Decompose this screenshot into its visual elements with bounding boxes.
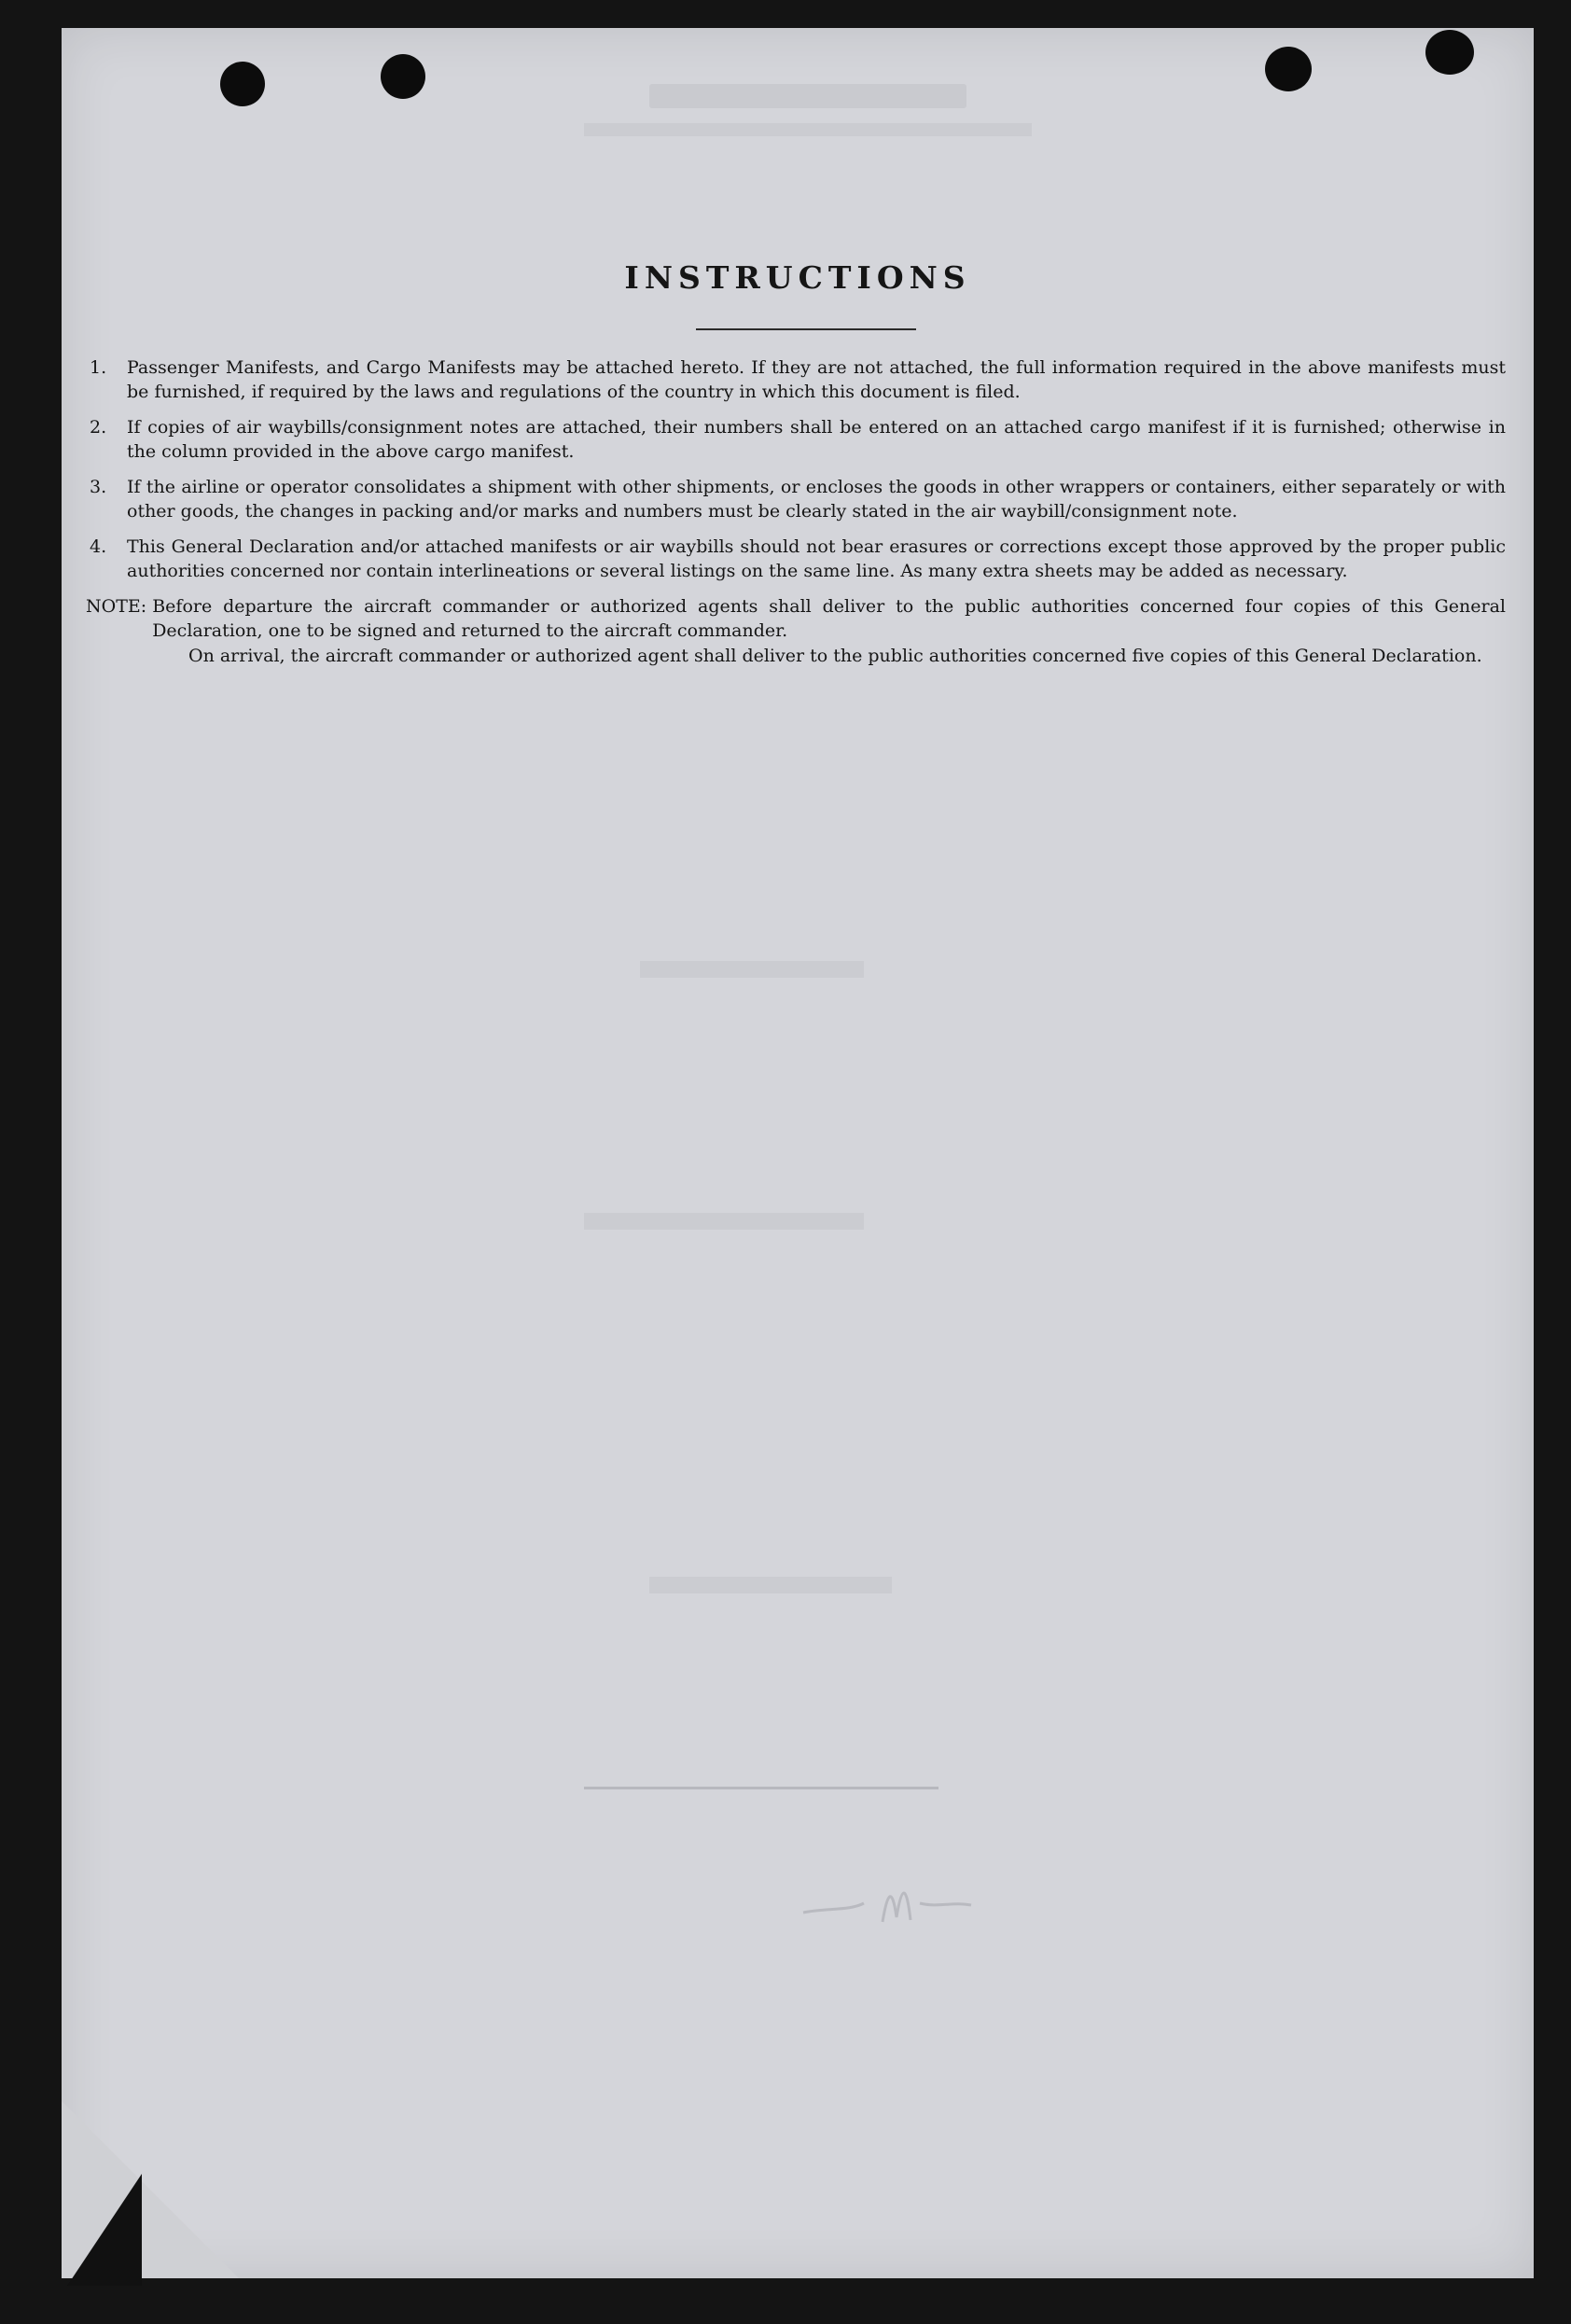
- punch-hole-far-right: [1425, 30, 1474, 75]
- instructions-body: [86, 356, 1506, 669]
- note-arrival-text: On arrival, the aircraft commander or authorized agent shall deliver to the public authorities concerned five copies of this General Declaration.: [188, 646, 1482, 666]
- page-title: INSTRUCTIONS: [624, 259, 971, 296]
- bleed-through-block: [584, 123, 1032, 136]
- bleed-through-signature: [799, 1866, 976, 1931]
- bleed-through-block: [649, 1577, 892, 1593]
- instruction-item: [86, 356, 1506, 404]
- instruction-text: If the airline or operator consolidates a shipment with other shipments, or encloses the goods in other wrappers or containers, either separately or with other goods, the changes in packing and/or marks and numbers must be clearly stated in the air waybill/consignment note.: [127, 477, 1506, 522]
- instruction-number: 2.: [90, 417, 107, 438]
- instruction-item: [86, 416, 1506, 464]
- note-block: [86, 595, 1506, 643]
- instruction-text: If copies of air waybills/consignment notes are attached, their numbers shall be entered on an attached cargo manifest if it is furnished; otherwise in the column provided in the above cargo manifest.: [127, 417, 1506, 462]
- bleed-through-block: [584, 1213, 864, 1230]
- bleed-through-block: [640, 961, 864, 978]
- instruction-item: [86, 476, 1506, 523]
- paper-sheet: [62, 28, 1534, 2278]
- instruction-text: Passenger Manifests, and Cargo Manifests may be attached hereto. If they are not attached, the full information required in the above manifests must be furnished, if required by the laws and regulations of the country in which this document is filed.: [127, 357, 1506, 402]
- instruction-text: This General Declaration and/or attached manifests or air waybills should not bear erasures or corrections except those approved by the proper public authorities concerned nor contain interlineations or several listings on the same line. As many extra sheets may be added as necessary.: [127, 536, 1506, 581]
- note-departure-text: Before departure the aircraft commander or authorized agents shall deliver to the public authorities concerned four copies of this General Declaration, one to be signed and returned to the aircraft commander.: [152, 596, 1506, 641]
- instruction-item: [86, 536, 1506, 583]
- instruction-number: 4.: [90, 536, 107, 557]
- instruction-number: 1.: [90, 357, 107, 378]
- bleed-through-rule: [584, 1787, 938, 1789]
- note-label: NOTE:: [86, 596, 147, 617]
- bleed-through-block: [649, 84, 966, 108]
- punch-hole-left: [220, 62, 265, 106]
- instruction-number: 3.: [90, 477, 107, 497]
- title-underline: [696, 328, 916, 330]
- punch-hole-center: [381, 54, 425, 99]
- folded-corner-shadow: [67, 2174, 142, 2286]
- punch-hole-right: [1265, 47, 1312, 91]
